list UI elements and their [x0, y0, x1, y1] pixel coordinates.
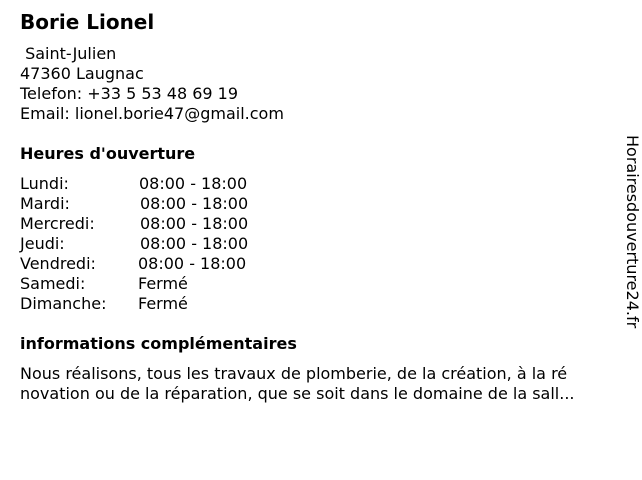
site-watermark: Horairesdouverture24.fr [623, 135, 642, 329]
opening-hours-heading: Heures d'ouverture [20, 144, 196, 163]
time-value: Fermé [138, 294, 188, 313]
phone-number: Telefon: +33 5 53 48 69 19 [20, 84, 239, 103]
business-name: Borie Lionel [20, 10, 155, 34]
contact-block [20, 44, 284, 124]
day-label: Vendredi: [20, 254, 96, 273]
day-label: Samedi: [20, 274, 86, 293]
day-label: Mercredi: [20, 214, 95, 233]
day-label: Jeudi: [20, 234, 65, 253]
address-postal-city: 47360 Laugnac [20, 64, 144, 83]
additional-info-heading: informations complémentaires [20, 334, 297, 353]
additional-info-text [20, 364, 620, 404]
time-value: Fermé [138, 274, 188, 293]
address-locality: Saint-Julien [20, 44, 117, 63]
day-label: Mardi: [20, 194, 70, 213]
time-value: 08:00 - 18:00 [140, 194, 249, 213]
email-address: Email: lionel.borie47@gmail.com [20, 104, 284, 123]
info-line: novation ou de la réparation, que se soit dans le domaine de la sall... [20, 384, 575, 403]
time-value: 08:00 - 18:00 [139, 174, 248, 193]
time-value: 08:00 - 18:00 [140, 234, 249, 253]
time-value: 08:00 - 18:00 [138, 254, 247, 273]
time-value: 08:00 - 18:00 [140, 214, 249, 233]
info-line: Nous réalisons, tous les travaux de plomberie, de la création, à la ré [20, 364, 568, 383]
day-label: Lundi: [20, 174, 69, 193]
day-label: Dimanche: [20, 294, 107, 313]
